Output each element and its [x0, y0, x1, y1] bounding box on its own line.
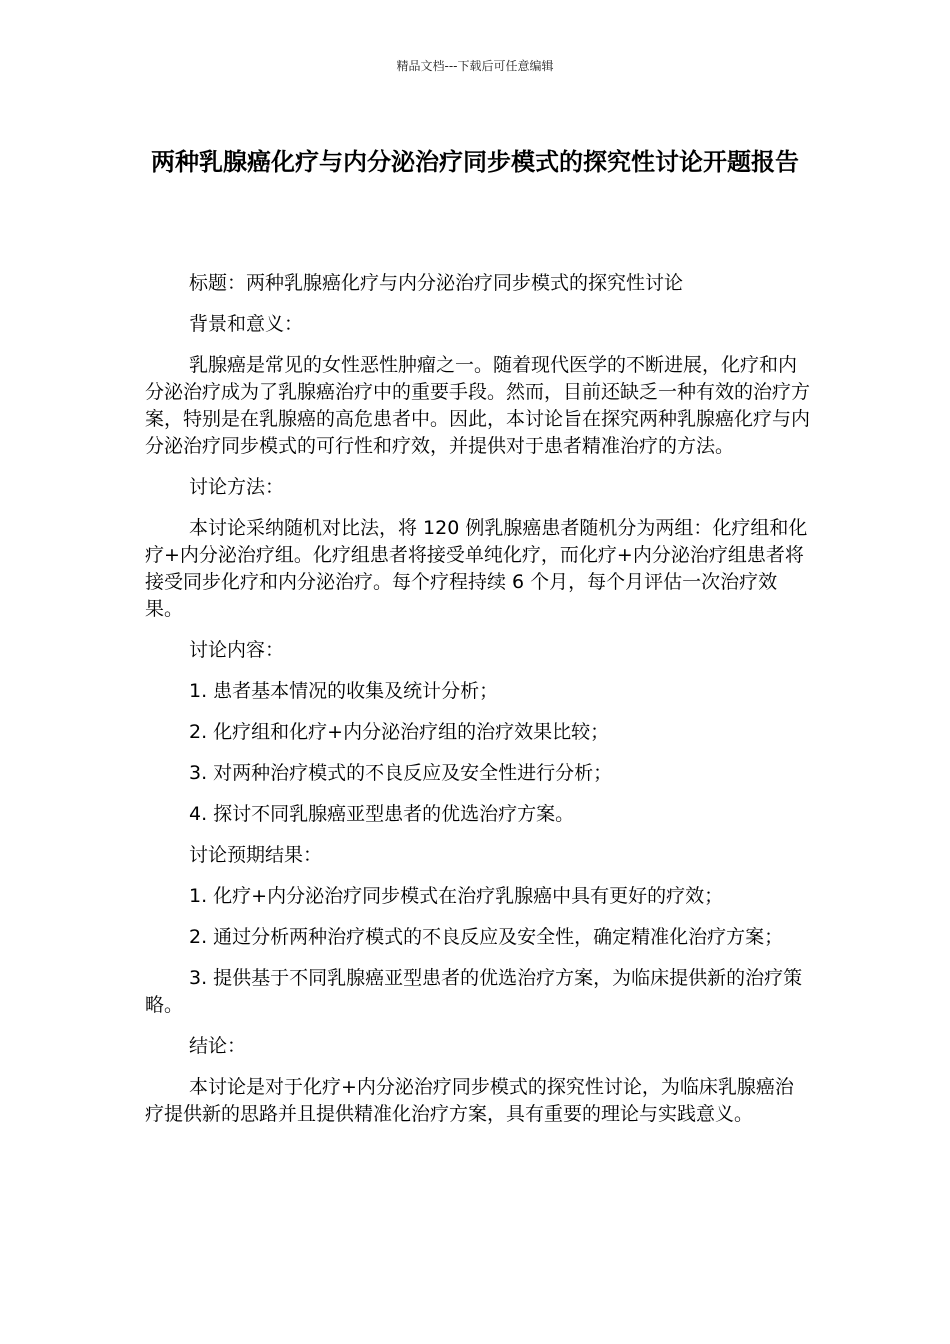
list-item-content-2: 2. 化疗组和化疗+内分泌治疗组的治疗效果比较；	[189, 721, 610, 743]
list-item-result-2: 2. 通过分析两种治疗模式的不良反应及安全性，确定精准化治疗方案；	[189, 926, 784, 948]
document-title: 两种乳腺癌化疗与内分泌治疗同步模式的探究性讨论开题报告	[151, 148, 799, 176]
paragraph-conclusion: 本讨论是对于化疗+内分泌治疗同步模式的探究性讨论，为临床乳腺癌治疗提供新的思路并且提供精准化治疗方案，具有重要的理论与实践意义。	[145, 1076, 794, 1125]
paragraph-methods: 本讨论采纳随机对比法，将 120 例乳腺癌患者随机分为两组：化疗组和化疗+内分泌治疗组。化疗组患者将接受单纯化疗，而化疗+内分泌治疗组患者将接受同步化疗和内分泌治疗。每个疗程持续 6 个月，每个月评估一次治疗效果。	[145, 517, 808, 620]
list-item-content-3: 3. 对两种治疗模式的不良反应及安全性进行分析；	[189, 762, 613, 784]
paragraph-background: 乳腺癌是常见的女性恶性肿瘤之一。随着现代医学的不断进展，化疗和内分泌治疗成为了乳腺癌治疗中的重要手段。然而，目前还缺乏一种有效的治疗方案，特别是在乳腺癌的高危患者中。因此，本讨论旨在探究两种乳腺癌化疗与内分泌治疗同步模式的可行性和疗效，并提供对于患者精准治疗的方法。	[145, 354, 811, 457]
heading-methods: 讨论方法：	[189, 476, 285, 498]
paragraph-title-line: 标题：两种乳腺癌化疗与内分泌治疗同步模式的探究性讨论	[189, 272, 684, 294]
heading-conclusion: 结论：	[189, 1035, 247, 1057]
list-item-content-1: 1. 患者基本情况的收集及统计分析；	[189, 680, 499, 702]
list-item-result-1: 1. 化疗+内分泌治疗同步模式在治疗乳腺癌中具有更好的疗效；	[189, 885, 724, 907]
list-item-result-3: 3. 提供基于不同乳腺癌亚型患者的优选治疗方案，为临床提供新的治疗策略。	[145, 967, 803, 1016]
document-body	[145, 270, 810, 1142]
heading-background: 背景和意义：	[189, 313, 304, 335]
heading-expected-results: 讨论预期结果：	[189, 844, 323, 866]
page-header: 精品文档---下载后可任意编辑	[396, 59, 554, 73]
heading-content: 讨论内容：	[189, 639, 285, 661]
list-item-content-4: 4. 探讨不同乳腺癌亚型患者的优选治疗方案。	[189, 803, 575, 825]
